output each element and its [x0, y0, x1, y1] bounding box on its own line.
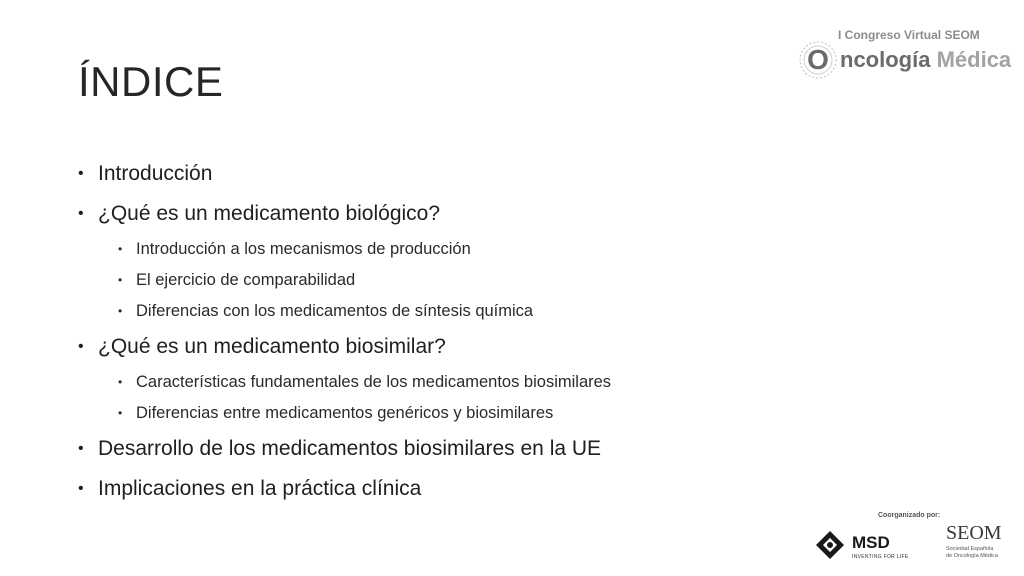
index-list [78, 154, 838, 509]
msd-name: MSD [852, 533, 890, 552]
seom-subtitle-line2: de Oncología Médica [946, 553, 998, 559]
sub-list-item: • Diferencias entre medicamentos genéricos y biosimilares [78, 398, 838, 429]
sub-list-item: • Introducción a los mecanismos de producción [78, 234, 838, 265]
seom-name: SEOM [946, 522, 1002, 544]
msd-tagline: INVENTING FOR LIFE [852, 554, 909, 560]
list-item: • Implicaciones en la práctica clínica [78, 469, 838, 509]
sub-list-item: • Diferencias con los medicamentos de síntesis química [78, 296, 838, 327]
globe-ring-icon [798, 40, 838, 80]
logo-top-text: I Congreso Virtual SEOM [838, 28, 980, 42]
list-item: • ¿Qué es un medicamento biológico? [78, 194, 838, 234]
seom-logo [946, 522, 1016, 568]
list-item: • Desarrollo de los medicamentos biosimilares en la UE [78, 429, 838, 469]
logo-word1: ncología [840, 47, 931, 72]
seom-subtitle-line1: Sociedad Española [946, 546, 994, 552]
seom-subtitle [946, 546, 998, 560]
list-item: • Introducción [78, 154, 838, 194]
logo-words [840, 47, 1011, 73]
logo-initial: O [807, 44, 829, 75]
coorganized-label: Coorganizado por: [878, 512, 941, 519]
header-logo [776, 24, 1012, 86]
msd-diamond-icon [814, 529, 846, 561]
list-item: • ¿Qué es un medicamento biosimilar? [78, 327, 838, 367]
slide-title: ÍNDICE [78, 58, 224, 105]
msd-logo [814, 528, 924, 562]
logo-word2: Médica [936, 47, 1012, 72]
sub-list-item: • El ejercicio de comparabilidad [78, 265, 838, 296]
sub-list-item: • Características fundamentales de los medicamentos biosimilares [78, 367, 838, 398]
